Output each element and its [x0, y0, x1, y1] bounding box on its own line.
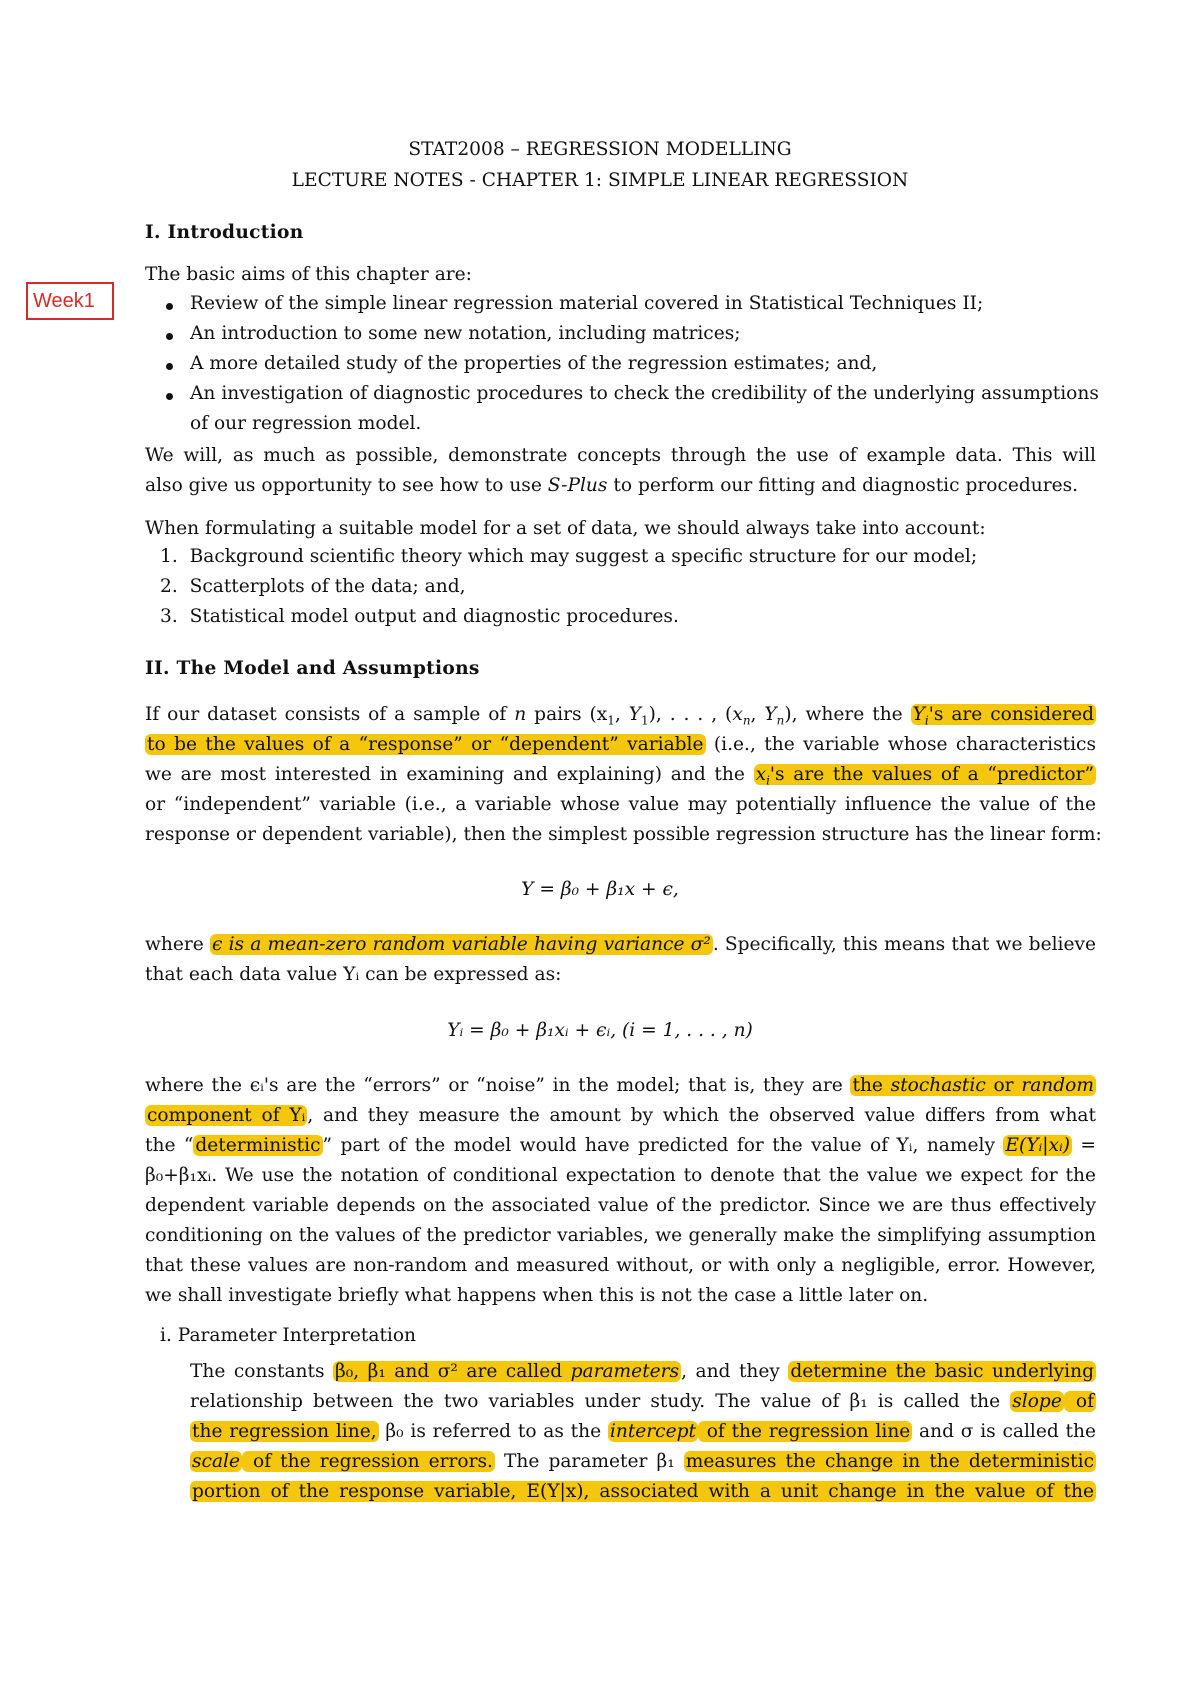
- highlight: E(Yᵢ|xᵢ): [1005, 1135, 1070, 1156]
- highlight: scale: [192, 1451, 240, 1472]
- paragraph-line: we are most interested in examining and explaining) and the $x_i's$ are the values of a “predictor”: [145, 764, 1094, 788]
- paragraph-line: dependent variable depends on the associated value of the predictor. Since we are thus effectively: [145, 1195, 1096, 1216]
- paragraph-line: also give us opportunity to see how to use S-Plus to perform our fitting and diagnostic procedures.: [145, 475, 1079, 496]
- software-name: S-Plus: [547, 475, 608, 496]
- bullet-item: Review of the simple linear regression material covered in Statistical Techniques II;: [190, 293, 984, 314]
- highlight: deterministic: [195, 1135, 321, 1156]
- equation: Yᵢ = β₀ + β₁xᵢ + ϵᵢ, (i = 1, . . . , n): [447, 1020, 753, 1041]
- paragraph-line: that these values are non-random and measured without, or with only a negligible, error. However,: [145, 1255, 1096, 1276]
- highlight: portion of the response variable, E(Y|x), associated with a unit change in the value of the: [192, 1481, 1094, 1502]
- section-heading-model: II. The Model and Assumptions: [145, 658, 480, 679]
- subsection-heading: i. Parameter Interpretation: [160, 1325, 417, 1346]
- highlight: $Y_i's$ are considered: [912, 704, 1094, 728]
- paragraph-line: the regression line, β₀ is referred to as the intercept of the regression line and σ is called the: [192, 1421, 1096, 1442]
- equation: Y = β₀ + β₁x + ϵ,: [521, 879, 679, 900]
- highlight: slope: [1012, 1391, 1062, 1412]
- document-title: STAT2008 – REGRESSION MODELLING: [408, 139, 792, 160]
- bullet-dot: [166, 363, 173, 370]
- bullet-dot: [166, 393, 173, 400]
- bullet-item-continued: of our regression model.: [190, 413, 422, 434]
- bullet-dot: [166, 333, 173, 340]
- intro-text: The basic aims of this chapter are:: [145, 264, 472, 285]
- paragraph-line: to be the values of a “response” or “dependent” variable (i.e., the variable whose characteristics: [147, 734, 1096, 755]
- paragraph-line: component of Yᵢ , and they measure the amount by which the observed value differs from what: [147, 1105, 1096, 1126]
- numbered-item: 3. Statistical model output and diagnostic procedures.: [160, 606, 679, 627]
- numbered-item: 1. Background scientific theory which may suggest a specific structure for our model;: [160, 546, 978, 567]
- document-subtitle: LECTURE NOTES - CHAPTER 1: SIMPLE LINEAR REGRESSION: [291, 170, 909, 191]
- paragraph-line: If our dataset consists of a sample of n pairs ($x_1$, $Y_1$), . . . , ($x_n$, $Y_n$), where the $Y_i's$ are considered: [145, 704, 1094, 728]
- paragraph-line: the “ deterministic ” part of the model would have predicted for the value of Yᵢ, namely E(Yᵢ|xᵢ) =: [145, 1135, 1096, 1156]
- paragraph-line: β₀+β₁xᵢ. We use the notation of conditional expectation to denote that the value we expect for the: [145, 1165, 1096, 1186]
- numbered-item: 2. Scatterplots of the data; and,: [160, 576, 466, 597]
- highlight: determine the basic underlying: [790, 1361, 1094, 1382]
- bullet-item: An investigation of diagnostic procedures to check the credibility of the underlying assumptions: [190, 383, 1099, 404]
- highlight: of: [1065, 1391, 1094, 1412]
- highlight: measures the change in the deterministic: [685, 1451, 1094, 1472]
- paragraph-line: relationship between the two variables under study. The value of β₁ is called the slope of: [190, 1391, 1094, 1412]
- paragraph-line: we shall investigate briefly what happens when this is not the case a little later on.: [145, 1285, 929, 1306]
- bullet-item: An introduction to some new notation, including matrices;: [190, 323, 741, 344]
- highlight: β₀, β₁ and σ² are called parameters: [335, 1361, 680, 1382]
- paragraph-line: where ϵ is a mean-zero random variable having variance σ² . Specifically, this means that we believe: [145, 934, 1096, 955]
- paragraph-line: response or dependent variable), then the simplest possible regression structure has the linear form:: [145, 824, 1102, 845]
- highlight: $x_i's$ are the values of a “predictor”: [755, 764, 1094, 788]
- section-heading-introduction: I. Introduction: [145, 222, 304, 243]
- highlight: ϵ is a mean-zero random variable having variance σ²: [211, 934, 711, 955]
- highlight: the stochastic or random: [852, 1075, 1094, 1096]
- paragraph-line: [190, 1479, 1096, 1505]
- highlight: of the regression line: [699, 1421, 911, 1442]
- paragraph-line: scale of the regression errors. The parameter β₁ measures the change in the deterministic: [192, 1451, 1094, 1472]
- paragraph-line: We will, as much as possible, demonstrate concepts through the use of example data. This will: [145, 445, 1096, 466]
- paragraph-line: where the ϵᵢ's are the “errors” or “noise” in the model; that is, they are the stochastic or random: [145, 1075, 1094, 1096]
- margin-note-week: Week1: [26, 282, 114, 320]
- paragraph-line: or “independent” variable (i.e., a variable whose value may potentially influence the value of the: [145, 794, 1096, 815]
- bullet-dot: [166, 303, 173, 310]
- bullet-item: A more detailed study of the properties of the regression estimates; and,: [190, 353, 878, 374]
- highlight: of the regression errors.: [244, 1451, 493, 1472]
- highlight: the regression line,: [192, 1421, 377, 1442]
- paragraph-line: The constants β₀, β₁ and σ² are called parameters , and they determine the basic underlying: [190, 1361, 1094, 1382]
- highlight: to be the values of a “response” or “dependent” variable: [147, 734, 704, 755]
- highlight: intercept: [609, 1421, 696, 1442]
- highlight: component of Yᵢ: [147, 1105, 306, 1126]
- paragraph-line: conditioning on the values of the predictor variables, we generally make the simplifying assumption: [145, 1225, 1096, 1246]
- paragraph-line: When formulating a suitable model for a set of data, we should always take into account:: [145, 518, 986, 539]
- paragraph-line: that each data value Yᵢ can be expressed as:: [145, 964, 562, 985]
